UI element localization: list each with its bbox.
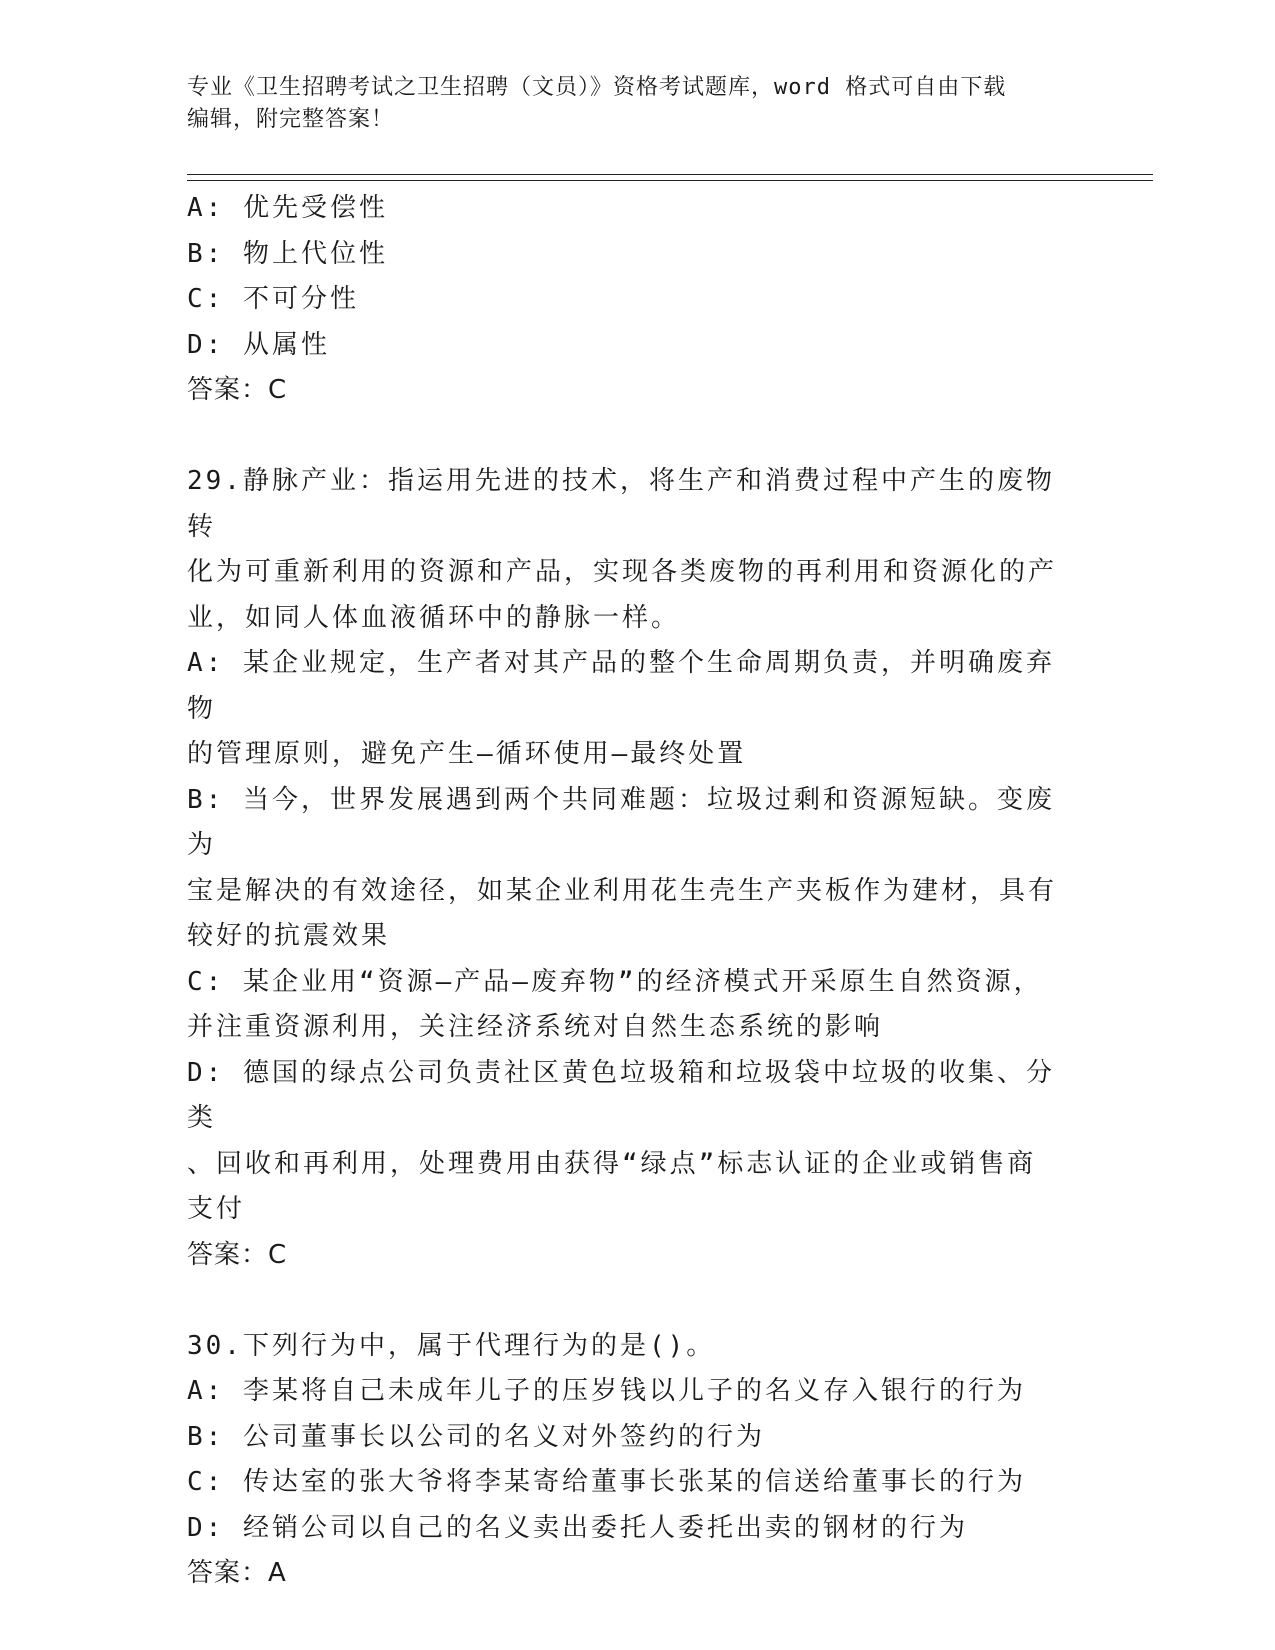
- q28-answer: 答案：C: [187, 375, 288, 405]
- q29-stem-line: 业，如同人体血液循环中的静脉一样。: [187, 602, 681, 633]
- q28-option-c: C: 不可分性: [187, 284, 359, 314]
- q29-option-b: 较好的抗震效果: [187, 921, 391, 951]
- spacer: [187, 1278, 1077, 1324]
- q29-option-d: 、回收和再利用，处理费用由获得“绿点”标志认证的企业或销售商: [187, 1148, 1037, 1179]
- q30-stem: 30.下列行为中，属于代理行为的是()。: [187, 1330, 716, 1361]
- q29-option-a: A: 某企业规定，生产者对其产品的整个生命周期负责，并明确废弃物: [187, 648, 1055, 724]
- q29-option-d: D: 德国的绿点公司负责社区黄色垃圾箱和垃圾袋中垃圾的收集、分类: [187, 1057, 1055, 1133]
- q30-option-b: B: 公司董事长以公司的名义对外签约的行为: [187, 1421, 765, 1452]
- q28-option-d: D: 从属性: [187, 329, 330, 360]
- header-line-1: 专业《卫生招聘考试之卫生招聘（文员）》资格考试题库，word 格式可自由下载: [187, 75, 1007, 100]
- q29-answer: 答案：C: [187, 1239, 288, 1270]
- q30-option-d: D: 经销公司以自己的名义卖出委托人委托出卖的钢材的行为: [187, 1512, 968, 1543]
- q30-option-a: A: 李某将自己未成年儿子的压岁钱以儿子的名义存入银行的行为: [187, 1376, 1026, 1406]
- q29-stem-line: 化为可重新利用的资源和产品，实现各类废物的再利用和资源化的产: [187, 557, 1058, 587]
- q29-option-c: C: 某企业用“资源—产品—废弃物”的经济模式开采原生自然资源，: [187, 966, 1043, 997]
- question-28: [187, 186, 1077, 414]
- q29-option-d: 支付: [187, 1194, 246, 1224]
- question-29: [187, 459, 1077, 1278]
- q30-option-c: C: 传达室的张大爷将李某寄给董事长张某的信送给董事长的行为: [187, 1467, 1026, 1497]
- q28-option-a: A: 优先受偿性: [187, 193, 388, 223]
- q29-option-c: 并注重资源利用，关注经济系统对自然生态系统的影响: [187, 1012, 884, 1042]
- header-rule-top: [187, 174, 1153, 175]
- q29-option-b: B: 当今，世界发展遇到两个共同难题：垃圾过剩和资源短缺。变废为: [187, 784, 1055, 860]
- q30-answer: 答案：A: [187, 1558, 287, 1588]
- spacer: [187, 414, 1077, 460]
- q29-stem-line: 29.静脉产业：指运用先进的技术，将生产和消费过程中产生的废物转: [187, 466, 1055, 542]
- header-line-2: 编辑，附完整答案！: [187, 107, 395, 132]
- q29-option-b: 宝是解决的有效途径，如某企业利用花生壳生产夹板作为建材，具有: [187, 875, 1058, 906]
- q28-option-b: B: 物上代位性: [187, 238, 388, 269]
- header-rule-bottom: [187, 180, 1153, 181]
- question-30: [187, 1324, 1077, 1597]
- q29-option-a: 的管理原则，避免产生—循环使用—最终处置: [187, 739, 747, 769]
- document-header: [187, 72, 1087, 136]
- question-content: [187, 186, 1077, 1597]
